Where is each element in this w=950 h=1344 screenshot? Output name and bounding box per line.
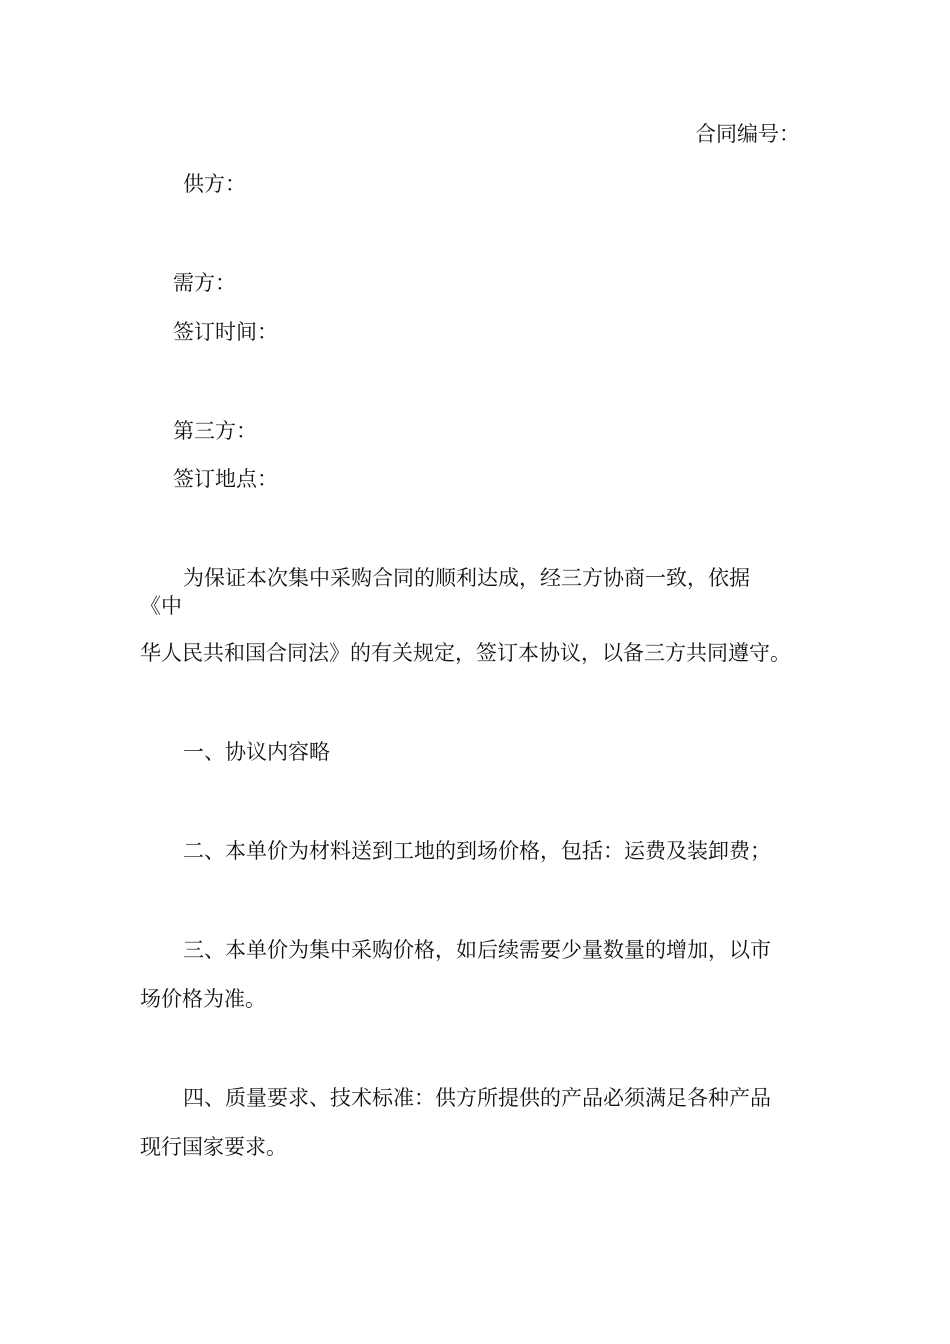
supplier-label: 供方： — [183, 172, 246, 196]
clause-3-line: 场价格为准。 — [140, 987, 266, 1011]
buyer-label: 需方： — [173, 271, 236, 295]
clause-1: 一、协议内容略 — [183, 740, 330, 764]
intro-paragraph-line: 华人民共和国合同法》的有关规定，签订本协议，以备三方共同遵守。 — [140, 641, 791, 665]
signing-time-label: 签订时间： — [173, 320, 278, 344]
third-party-label: 第三方： — [173, 419, 257, 443]
contract-number-label: 合同编号： — [695, 122, 800, 146]
clause-4-line: 现行国家要求。 — [140, 1135, 287, 1159]
clause-2: 二、本单价为材料送到工地的到场价格，包括：运费及装卸费； — [183, 839, 771, 863]
signing-place-label: 签订地点： — [173, 467, 278, 491]
intro-paragraph-line: 为保证本次集中采购合同的顺利达成，经三方协商一致，依据 — [183, 566, 750, 590]
intro-paragraph-line: 《中 — [140, 594, 182, 618]
clause-4-line: 四、质量要求、技术标准：供方所提供的产品必须满足各种产品 — [183, 1086, 771, 1110]
clause-3-line: 三、本单价为集中采购价格，如后续需要少量数量的增加，以市 — [183, 938, 771, 962]
